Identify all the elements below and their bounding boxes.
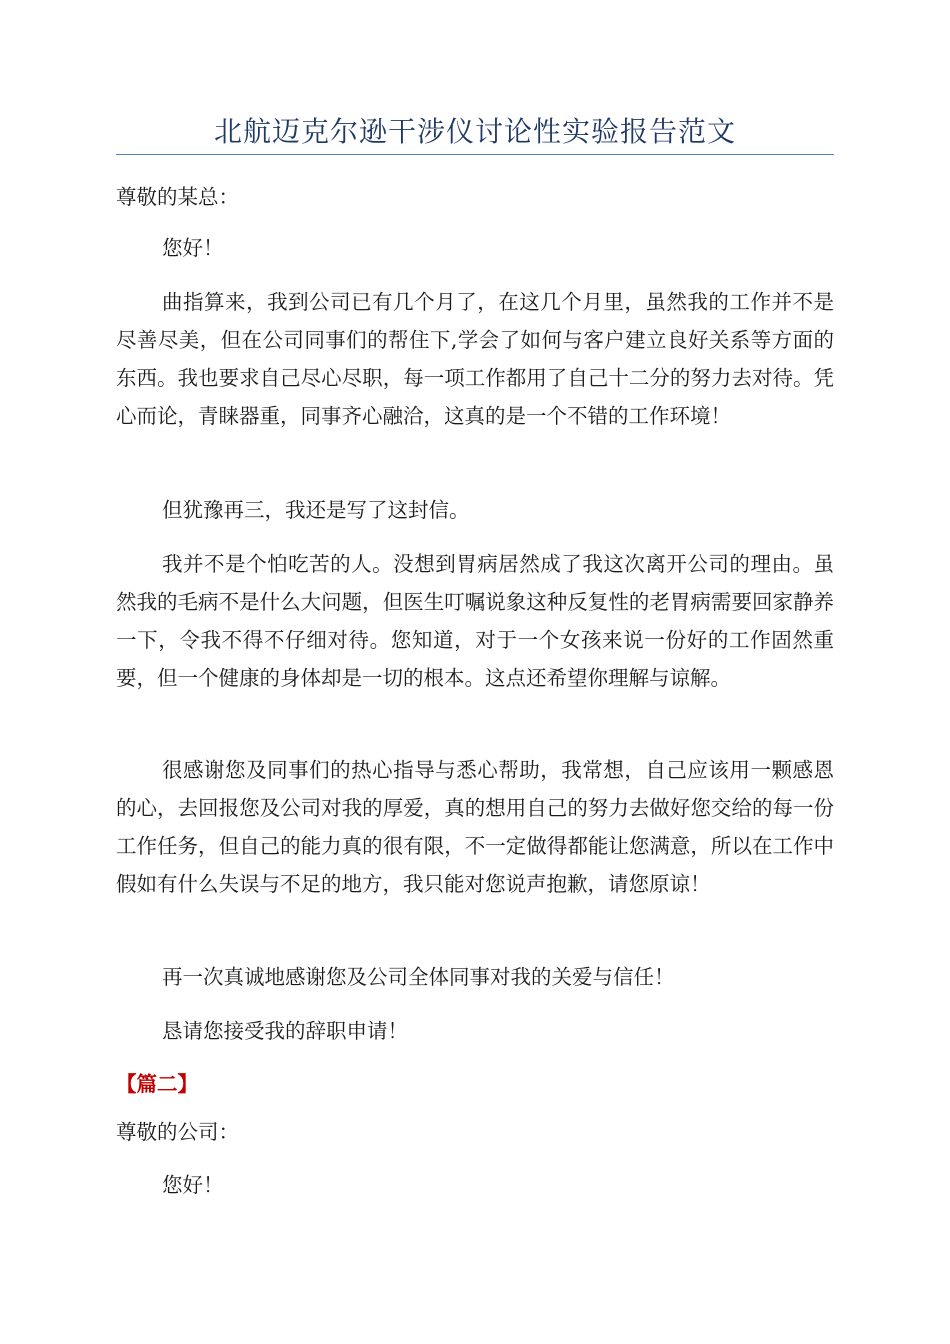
document-title: 北航迈克尔逊干涉仪讨论性实验报告范文 bbox=[213, 115, 736, 148]
section-heading: 【篇二】 bbox=[116, 1072, 198, 1096]
salutation: 尊敬的某总： bbox=[116, 185, 239, 209]
paragraph-5: 再一次真诚地感谢您及公司全体同事对我的关爱与信任！ bbox=[162, 965, 675, 989]
paragraph-6: 恳请您接受我的辞职申请！ bbox=[162, 1019, 408, 1043]
paragraph-1: 曲指算来，我到公司已有几个月了，在这几个月里，虽然我的工作并不是尽善尽美，但在公司同事们的帮住下,学会了如何与客户建立良好关系等方面的东西。我也要求自己尽心尽职，每一项工作都用了自己十二分的努力去对待。凭心而论，青睐器重，同事齐心融洽，这真的是一个不错的工作环境！ bbox=[116, 290, 834, 428]
paragraph-3: 我并不是个怕吃苦的人。没想到胃病居然成了我这次离开公司的理由。虽然我的毛病不是什么大问题，但医生叮嘱说象这种反复性的老胃病需要回家静养一下，令我不得不仔细对待。您知道，对于一个女孩来说一份好的工作固然重要，但一个健康的身体却是一切的根本。这点还希望你理解与谅解。 bbox=[116, 552, 834, 690]
title-underline bbox=[116, 154, 834, 155]
section2-salutation: 尊敬的公司： bbox=[116, 1120, 239, 1144]
section2-greeting: 您好！ bbox=[162, 1173, 224, 1197]
greeting: 您好！ bbox=[162, 236, 224, 260]
paragraph-2: 但犹豫再三，我还是写了这封信。 bbox=[162, 498, 470, 522]
paragraph-4: 很感谢您及同事们的热心指导与悉心帮助，我常想，自己应该用一颗感恩的心，去回报您及公司对我的厚爱，真的想用自己的努力去做好您交给的每一份工作任务，但自己的能力真的很有限，不一定做得都能让您满意，所以在工作中假如有什么失误与不足的地方，我只能对您说声抱歉，请您原谅！ bbox=[116, 758, 834, 896]
